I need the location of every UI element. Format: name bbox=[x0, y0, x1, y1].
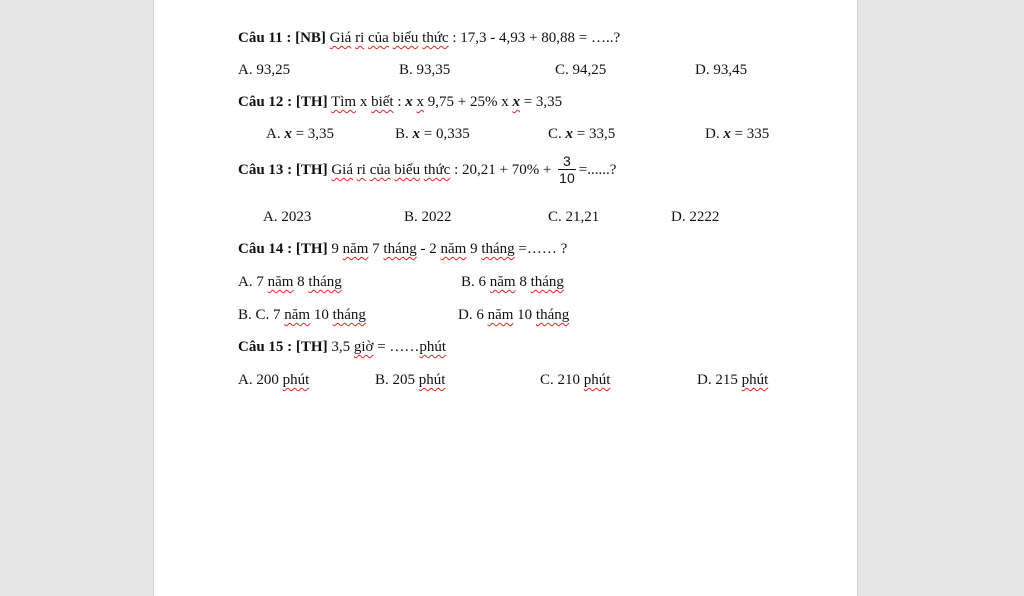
q12-option-b bbox=[395, 125, 470, 143]
word: năm bbox=[284, 307, 311, 323]
word: biết bbox=[371, 94, 394, 110]
word: Tìm bbox=[331, 94, 357, 110]
option-prefix: A. 200 bbox=[238, 372, 279, 388]
option-prefix: B. 205 bbox=[375, 372, 416, 388]
question-label: Câu 11 : [NB] bbox=[238, 30, 326, 46]
option-prefix: A. 7 bbox=[238, 274, 264, 290]
q12-option-a bbox=[266, 125, 334, 143]
question-14 bbox=[238, 240, 567, 258]
word: Giá bbox=[329, 30, 352, 46]
word: phút bbox=[741, 372, 769, 388]
q13-option-a: A. 2023 bbox=[263, 209, 312, 225]
question-12 bbox=[238, 93, 562, 111]
option-prefix: C. 210 bbox=[540, 372, 581, 388]
expression: : 17,3 - 4,93 + 80,88 = …..? bbox=[452, 30, 621, 46]
word: Giá bbox=[331, 162, 354, 178]
option-prefix: B. bbox=[395, 126, 409, 142]
word: x bbox=[359, 94, 368, 110]
word: phút bbox=[418, 372, 446, 388]
q11-option-d: D. 93,45 bbox=[695, 62, 748, 78]
word: phút bbox=[583, 372, 611, 388]
word: năm bbox=[489, 274, 516, 290]
document-page bbox=[153, 0, 858, 596]
word: năm bbox=[342, 241, 369, 257]
q14-option-b bbox=[461, 273, 564, 291]
word: biểu bbox=[392, 30, 419, 46]
word: năm bbox=[267, 274, 294, 290]
expression: 9,75 + 25% x bbox=[427, 94, 509, 110]
q13-option-b: B. 2022 bbox=[404, 209, 452, 225]
word: của bbox=[369, 162, 391, 178]
q15-option-c bbox=[540, 371, 610, 389]
word: thức bbox=[423, 162, 451, 178]
q14-option-a bbox=[238, 273, 342, 291]
option-prefix: C. bbox=[548, 126, 562, 142]
option-prefix: B. 6 bbox=[461, 274, 487, 290]
option-prefix: B. C. 7 bbox=[238, 307, 281, 323]
word: thức bbox=[422, 30, 449, 46]
variable-x: x bbox=[412, 126, 421, 142]
q13-option-c: C. 21,21 bbox=[548, 209, 600, 225]
option-prefix: D. 215 bbox=[697, 372, 738, 388]
question-label: Câu 13 : [TH] bbox=[238, 162, 328, 178]
word: tháng bbox=[383, 241, 417, 257]
number: 9 bbox=[331, 241, 339, 257]
option-prefix: D. 6 bbox=[458, 307, 484, 323]
q12-option-c bbox=[548, 125, 615, 143]
word: năm bbox=[487, 307, 514, 323]
word: tháng bbox=[308, 274, 342, 290]
number: 9 bbox=[470, 241, 478, 257]
number: 10 bbox=[517, 307, 533, 323]
question-label: Câu 12 : [TH] bbox=[238, 94, 328, 110]
question-label: Câu 14 : [TH] bbox=[238, 241, 328, 257]
expression: = 3,35 bbox=[523, 94, 563, 110]
question-13 bbox=[238, 153, 616, 187]
word: của bbox=[368, 30, 389, 46]
fraction-denominator: 10 bbox=[559, 170, 575, 187]
q14-option-c bbox=[238, 306, 366, 324]
q15-option-a bbox=[238, 371, 309, 389]
word: ri bbox=[356, 162, 366, 178]
q14-option-d bbox=[458, 306, 569, 324]
variable-x: x bbox=[405, 94, 413, 110]
word: biểu bbox=[394, 162, 421, 178]
q12-option-d bbox=[705, 125, 769, 143]
expression: = …… bbox=[377, 339, 420, 355]
q15-option-b bbox=[375, 371, 445, 389]
option-value: = 3,35 bbox=[295, 126, 335, 142]
word: tháng bbox=[481, 241, 515, 257]
q11-option-c: C. 94,25 bbox=[555, 62, 607, 78]
word: tháng bbox=[530, 274, 564, 290]
question-15 bbox=[238, 338, 446, 356]
q15-option-d bbox=[697, 371, 768, 389]
expression: : 20,21 + 70% + bbox=[454, 162, 552, 178]
option-value: = 0,335 bbox=[423, 126, 470, 142]
word: tháng bbox=[535, 307, 570, 323]
q11-option-b: B. 93,35 bbox=[399, 62, 451, 78]
colon: : bbox=[397, 94, 402, 110]
word: giờ bbox=[353, 339, 374, 355]
option-value: = 335 bbox=[734, 126, 770, 142]
number: 8 bbox=[297, 274, 305, 290]
variable-x: x bbox=[723, 126, 731, 142]
question-11 bbox=[238, 29, 620, 47]
q11-option-a: A. 93,25 bbox=[238, 62, 291, 78]
question-label: Câu 15 : [TH] bbox=[238, 339, 328, 355]
word: tháng bbox=[332, 307, 366, 323]
variable-x: x bbox=[512, 94, 520, 110]
number: 3,5 bbox=[331, 339, 351, 355]
fraction-numerator: 3 bbox=[563, 153, 571, 170]
fraction bbox=[558, 153, 576, 186]
word: năm bbox=[440, 241, 467, 257]
variable-x: x bbox=[284, 126, 292, 142]
option-prefix: D. bbox=[705, 126, 720, 142]
option-prefix: A. bbox=[266, 126, 281, 142]
number: 7 bbox=[372, 241, 380, 257]
q13-option-d: D. 2222 bbox=[671, 209, 720, 225]
option-value: = 33,5 bbox=[576, 126, 616, 142]
variable-x: x bbox=[565, 126, 574, 142]
expression: =......? bbox=[578, 162, 617, 178]
expression: =…… ? bbox=[518, 241, 568, 257]
number: 8 bbox=[519, 274, 527, 290]
word: phút bbox=[282, 372, 310, 388]
word: phút bbox=[419, 339, 447, 355]
number: - 2 bbox=[420, 241, 437, 257]
number: 10 bbox=[313, 307, 329, 323]
times-sign: x bbox=[416, 94, 424, 110]
word: ri bbox=[355, 30, 365, 46]
